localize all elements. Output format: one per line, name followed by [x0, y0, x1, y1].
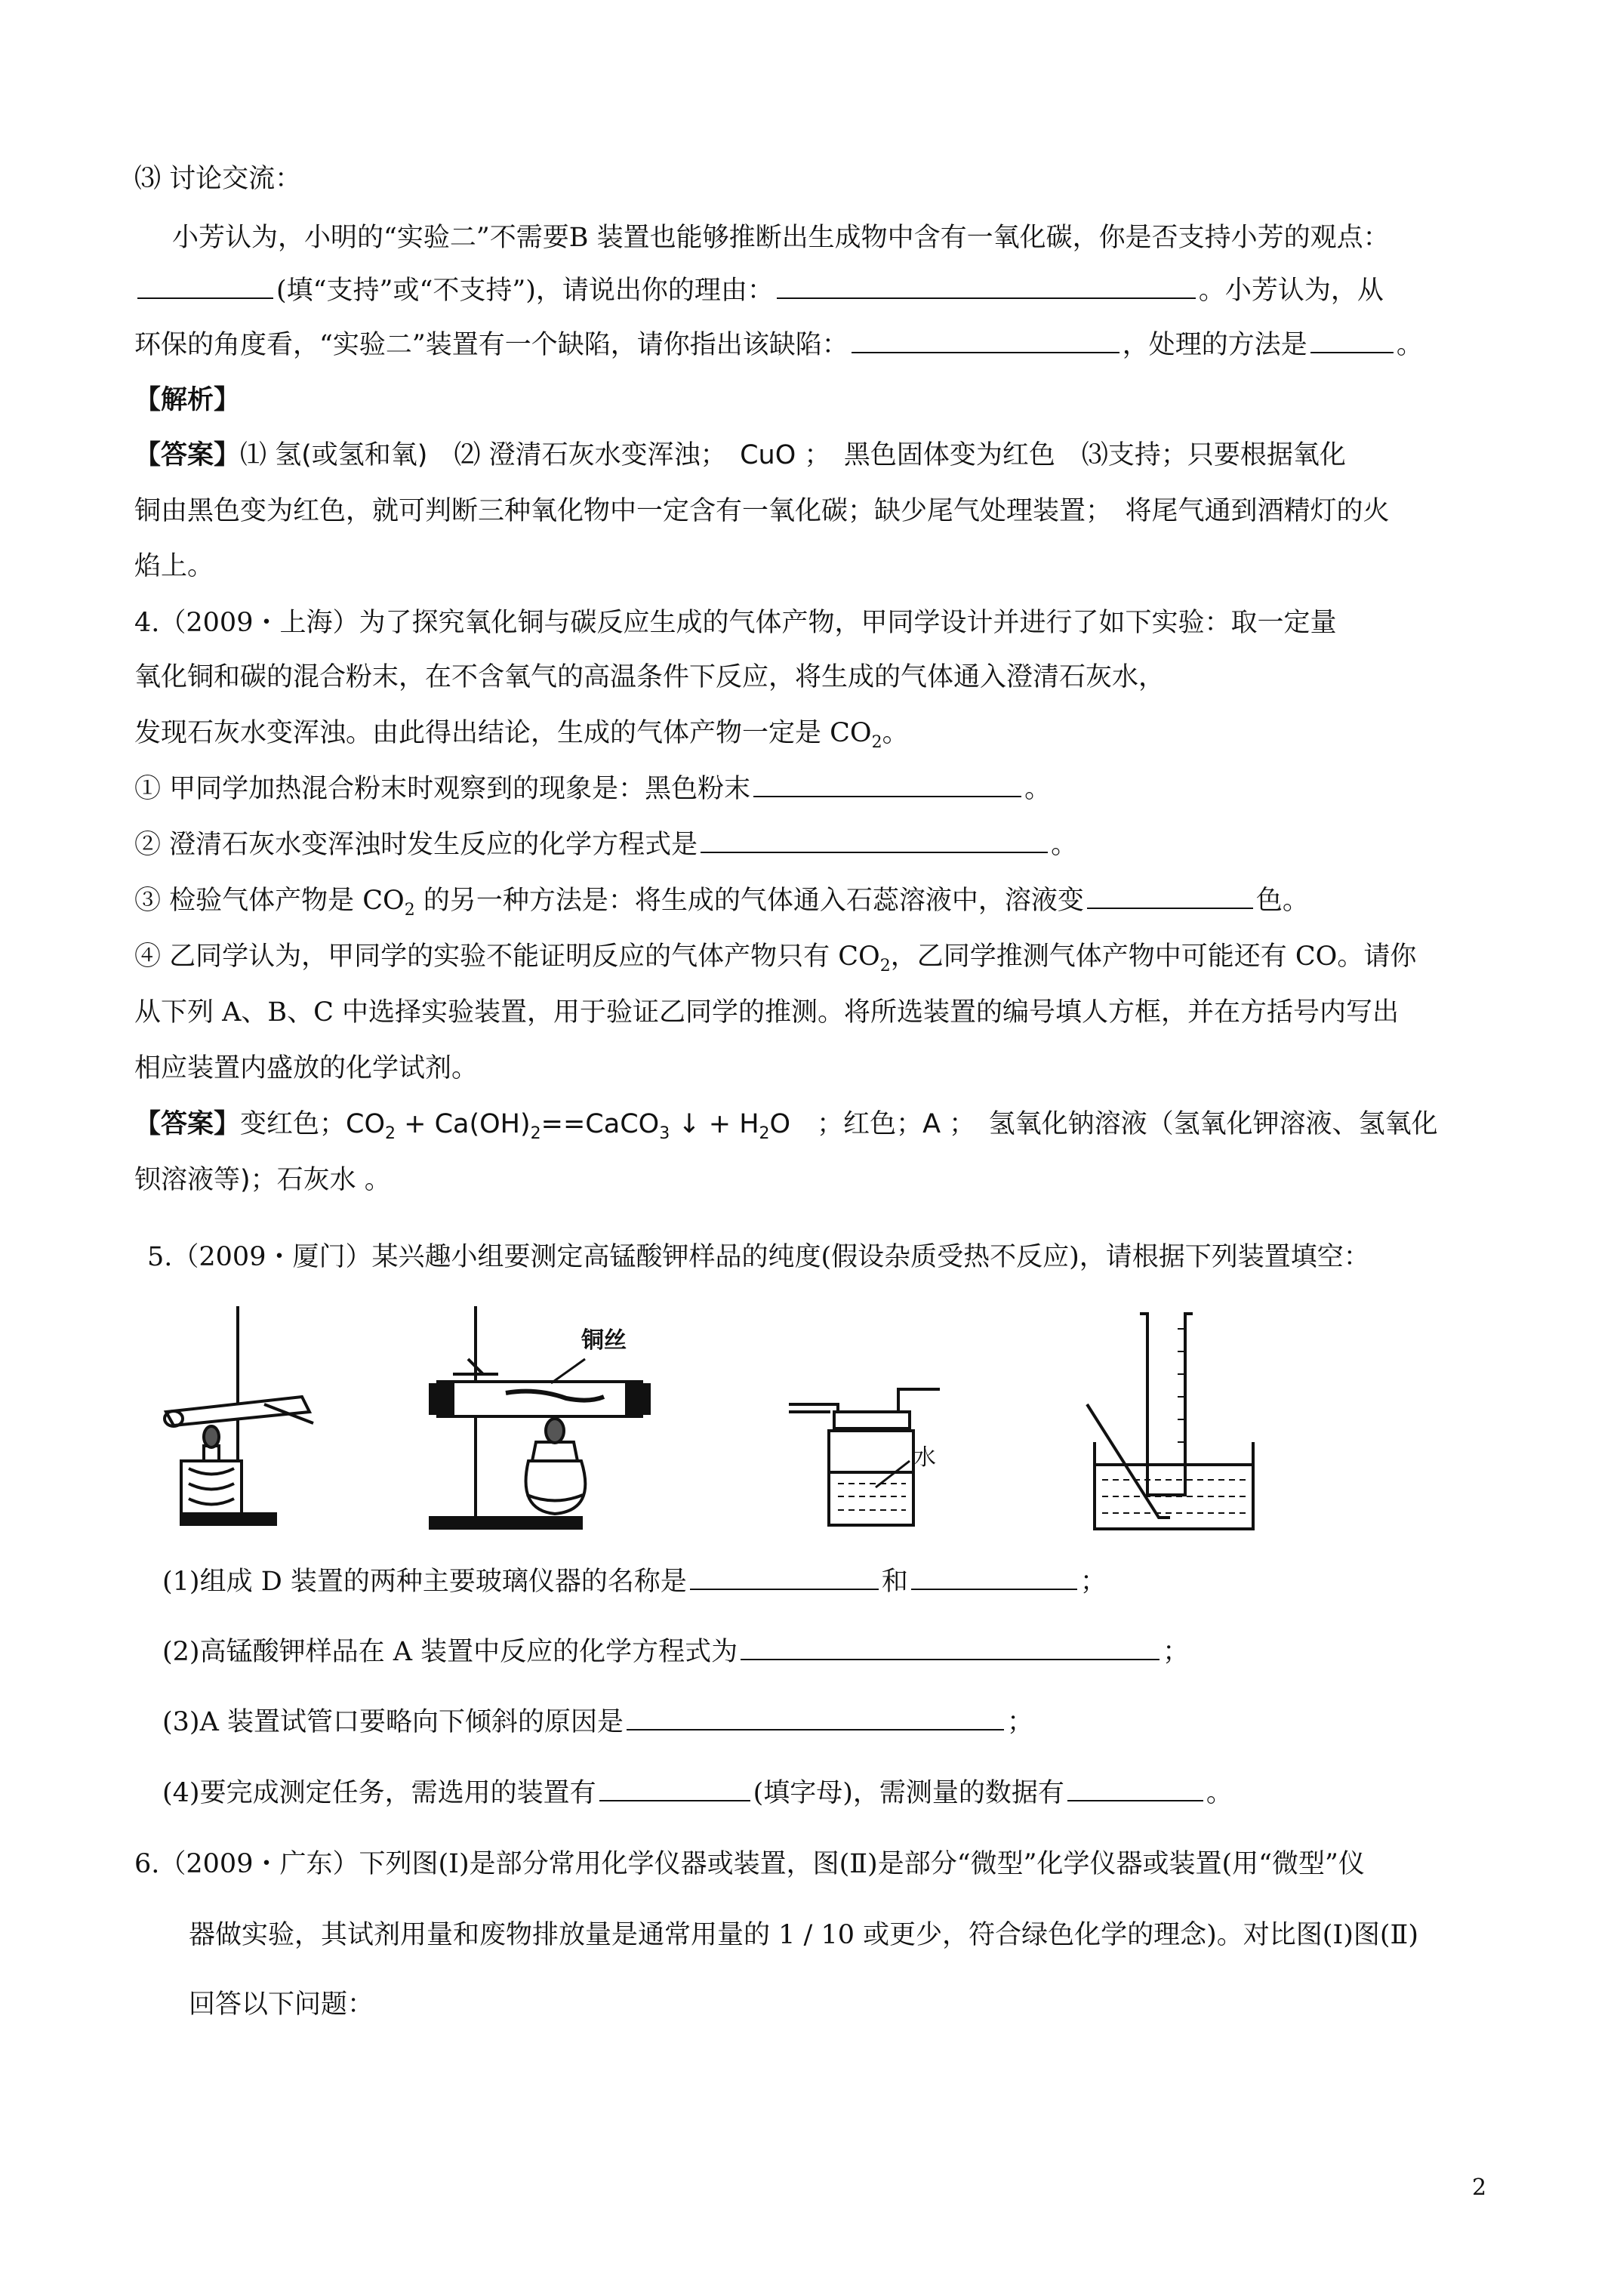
answer-blank[interactable] [1310, 326, 1394, 353]
answer-blank[interactable] [627, 1703, 1004, 1730]
q4-item2: ② 澄清石灰水变浑浊时发生反应的化学方程式是 。 [134, 826, 1077, 864]
q5-sub4: (4)要完成测定任务，需选用的装置有 (填字母)，需测量的数据有 。 [162, 1774, 1233, 1812]
answer-blank[interactable] [1087, 882, 1253, 909]
q5-sub3: (3)A 装置试管口要略向下倾斜的原因是 ； [162, 1703, 1033, 1741]
q4-item1: ① 甲同学加热混合粉末时观察到的现象是：黑色粉末 。 [134, 770, 1051, 808]
q4-line2: 氧化铜和碳的混合粉末，在不含氧气的高温条件下反应，将生成的气体通入澄清石灰水， [134, 662, 1166, 692]
answer-blank[interactable] [690, 1563, 879, 1590]
apparatus-a-figure [151, 1299, 347, 1540]
copper-wire-label: 铜丝 [581, 1327, 627, 1354]
water-label: 水 [913, 1444, 936, 1471]
q3-answer-line1: 【答案】⑴ 氢(或氢和氧) ⑵ 澄清石灰水变浑浊； CuO ； 黑色固体变为红色 ⑶支持；只要根据氧化 [134, 439, 1346, 470]
q4-line3: 发现石灰水变浑浊。由此得出结论，生成的气体产物一定是 $CO_2$。 [134, 718, 909, 752]
q4-answer-line2: 钡溶液等)；石灰水 。 [134, 1165, 391, 1195]
q4-item4-line1: ④ 乙同学认为，甲同学的实验不能证明反应的气体产物只有 $CO_2$，乙同学推测气体产物中可能还有 CO。请你 [134, 942, 1417, 975]
q3-answer-line2: 铜由黑色变为红色，就可判断三种氧化物中一定含有一氧化碳；缺少尾气处理装置； 将尾气通到酒精灯的火 [134, 496, 1390, 526]
answer-blank[interactable] [911, 1563, 1077, 1590]
q3-para-line2: (填“支持”或“不支持”)，请说出你的理由： 。小芳认为，从 [134, 272, 1384, 310]
q4-line1: 4.（2009・上海）为了探究氧化铜与碳反应生成的气体产物，甲同学设计并进行了如下实验：取一定量 [134, 608, 1337, 638]
answer-blank[interactable] [741, 1633, 1160, 1660]
q5-title: 5.（2009・厦门）某兴趣小组要测定高锰酸钾样品的纯度(假设杂质受热不反应)，请根据下列装置填空： [147, 1242, 1370, 1272]
apparatus-b-figure [423, 1299, 679, 1540]
apparatus-d-figure [1072, 1299, 1283, 1540]
answer-blank[interactable] [753, 770, 1021, 797]
q3-analysis-label: 【解析】 [134, 384, 241, 415]
q4-item4-line2: 从下列 A、B、C 中选择实验装置，用于验证乙同学的推测。将所选装置的编号填人方框，并在方括号内写出 [134, 997, 1400, 1028]
q3-para-line3: 环保的角度看，“实验二”装置有一个缺陷，请你指出该缺陷： ，处理的方法是 。 [134, 326, 1423, 364]
q3-answer-line3: 焰上。 [134, 551, 214, 581]
q6-line3: 回答以下问题： [189, 1989, 374, 2020]
q6-line1: 6.（2009・广东）下列图(Ⅰ)是部分常用化学仪器或装置，图(Ⅱ)是部分“微型”化学仪器或装置(用“微型”仪 [134, 1849, 1365, 1879]
answer-blank[interactable] [599, 1774, 750, 1801]
answer-blank[interactable] [137, 272, 273, 299]
q3-para-line1: 小芳认为，小明的“实验二”不需要B 装置也能够推断出生成物中含有一氧化碳，你是否支持小芳的观点： [172, 223, 1390, 253]
answer-blank[interactable] [777, 272, 1196, 299]
answer-blank[interactable] [701, 826, 1048, 853]
q4-answer-line1: 【答案】变红色；$CO_2$ + $Ca(OH)_2==CaCO_3$ ↓ + $H_2O$ ；红色；A ； 氢氧化钠溶液（氢氧化钾溶液、氢氧化 [134, 1108, 1438, 1143]
q5-sub1: (1)组成 D 装置的两种主要玻璃仪器的名称是 和 ； [162, 1563, 1107, 1601]
q5-sub2: (2)高锰酸钾样品在 A 装置中反应的化学方程式为 ； [162, 1633, 1189, 1671]
apparatus-c-figure [785, 1299, 959, 1540]
answer-blank[interactable] [1067, 1774, 1203, 1801]
q4-item3: ③ 检验气体产物是 $CO_2$ 的另一种方法是：将生成的气体通入石蕊溶液中，溶液变 色。 [134, 882, 1309, 929]
page-number: 2 [1472, 2174, 1487, 2201]
answer-blank[interactable] [852, 326, 1119, 353]
q4-item4-line3: 相应装置内盛放的化学试剂。 [134, 1053, 479, 1083]
q6-line2: 器做实验，其试剂用量和废物排放量是通常用量的 1 / 10 或更少，符合绿色化学的理念)。对比图(I)图(Ⅱ) [189, 1920, 1418, 1950]
q3-discussion-heading: ⑶ 讨论交流： [134, 164, 302, 194]
